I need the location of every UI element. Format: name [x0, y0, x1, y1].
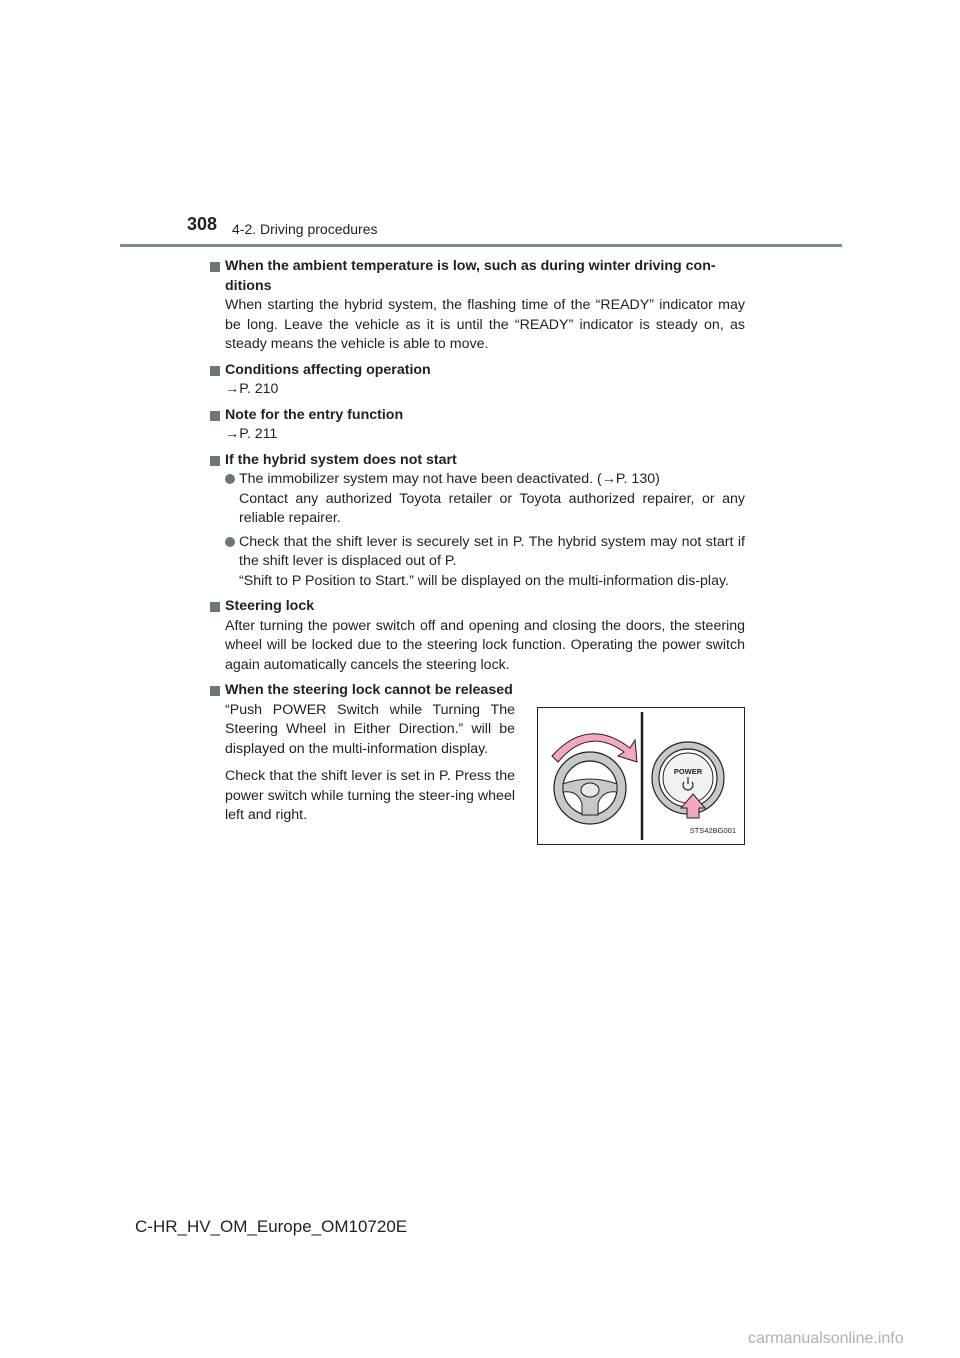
item-title: Note for the entry function: [225, 406, 404, 423]
item-steering-lock: [210, 597, 745, 675]
item-title: Steering lock: [225, 598, 315, 614]
bullet-line: Contact any authorized Toyota retailer or Toyota authorized repairer, or any reliable repairer.: [239, 490, 745, 526]
header-rule: [120, 244, 842, 247]
item-title: When the ambient temperature is low, such as during winter driving con-ditions: [225, 258, 716, 294]
page-number: 308: [187, 214, 218, 234]
text-figure-row: [225, 701, 745, 845]
steering-wheel-icon: [554, 752, 626, 824]
page-reference-link[interactable]: →P. 210: [225, 381, 279, 397]
item-text: After turning the power switch off and opening and closing the doors, the steering wheel will be locked due to the steering lock function. Operating the power switch again automatically cancels the steering lock.: [225, 617, 745, 673]
item-low-temperature: [210, 257, 745, 355]
bullet-line: The immobilizer system may not have been deactivated. (→P. 130): [239, 471, 660, 487]
bullet-line: “Shift to P Position to Start.” will be displayed on the multi-information dis-play.: [239, 572, 729, 589]
item-conditions: [210, 361, 745, 400]
item-lock-not-released: [210, 681, 745, 845]
power-button-label: POWER: [673, 766, 703, 776]
square-bullet-icon: [210, 262, 220, 272]
square-bullet-icon: [210, 686, 220, 696]
section-title: 4-2. Driving procedures: [232, 221, 378, 237]
bullet-line: Check that the shift lever is securely set in P. The hybrid system may not start if the shift lever is displaced out of P.: [239, 533, 745, 569]
footer-doc-id: C-HR_HV_OM_Europe_OM10720E: [135, 1217, 408, 1236]
item-title: Conditions affecting operation: [225, 361, 431, 378]
content: [210, 257, 745, 851]
square-bullet-icon: [210, 366, 220, 376]
item-title: When the steering lock cannot be released: [225, 682, 513, 698]
instruction-text: [225, 701, 515, 845]
figure-code: STS42BG001: [689, 826, 736, 835]
watermark[interactable]: carmanualsonline.info: [748, 1330, 904, 1347]
instruction-para: Check that the shift lever is set in P. Press the power switch while turning the steer-ing wheel left and right.: [225, 768, 515, 823]
display-message-text: “Push POWER Switch while Turning The Steering Wheel in Either Direction.” will be displayed on the multi-information display.: [225, 701, 515, 757]
item-hybrid-start: [210, 451, 745, 592]
page-reference-link[interactable]: →P. 211: [225, 426, 278, 442]
square-bullet-icon: [210, 602, 220, 612]
item-title: If the hybrid system does not start: [225, 451, 457, 468]
round-bullet-icon: [225, 537, 235, 547]
round-bullet-icon: [225, 474, 235, 484]
bullet-immobilizer: [225, 470, 745, 529]
square-bullet-icon: [210, 411, 220, 421]
item-text: When starting the hybrid system, the flashing time of the “READY” indicator may be long. Leave the vehicle as it is until the “READY” indicator is steady on, as steady means the vehicle is able to move.: [225, 297, 745, 352]
illustration-figure: [537, 707, 745, 845]
square-bullet-icon: [210, 456, 220, 466]
bullet-shift-lever: [225, 533, 745, 592]
item-entry-function: [210, 406, 745, 445]
